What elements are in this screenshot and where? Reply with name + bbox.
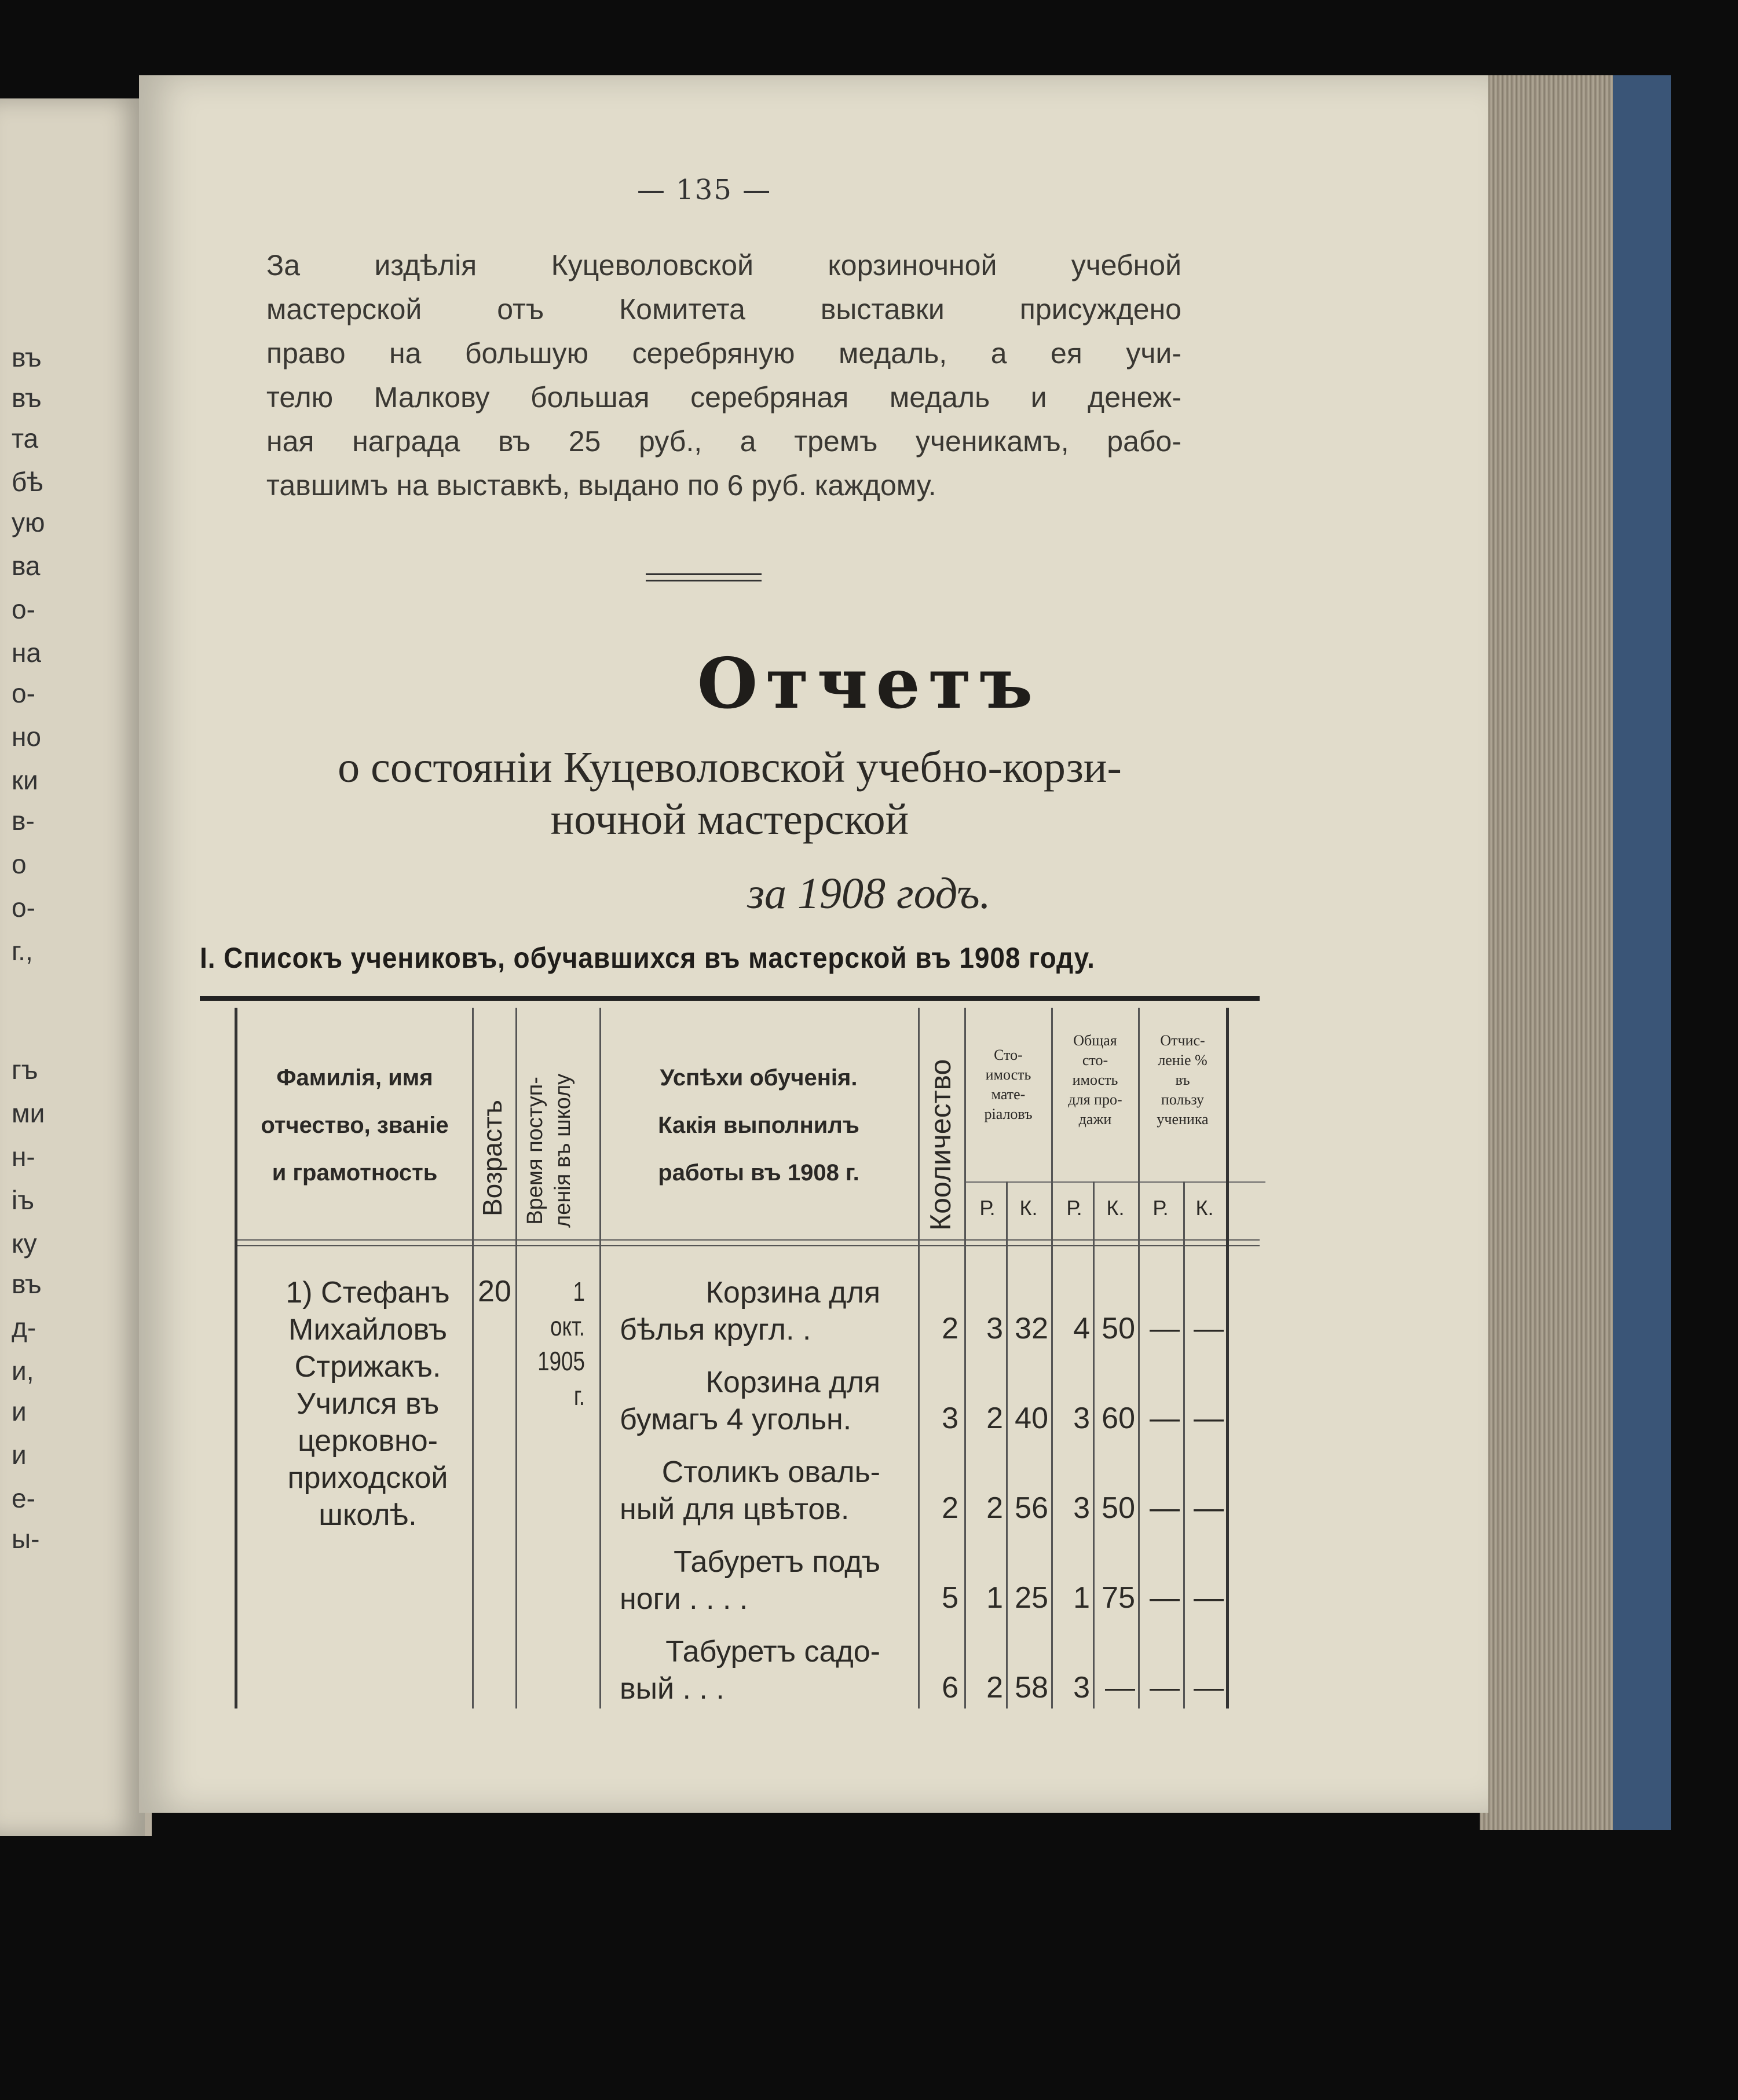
row-material-kop: 40 [1015, 1402, 1048, 1435]
row-deduction-rub: — [1150, 1312, 1180, 1345]
row-sale-rub: 4 [1073, 1312, 1090, 1345]
table-top-rule [200, 996, 1260, 1001]
row-deduction-rub: — [1150, 1491, 1180, 1525]
intro-line: ная награда въ 25 руб., а тремъ ученикамъ, рабо- [266, 425, 1181, 458]
left-page-fragment: н- [12, 1142, 35, 1172]
header-deduction [1139, 1031, 1226, 1129]
header-line: Отчис- [1160, 1032, 1205, 1049]
intro-line: телю Малкову большая серебряная медаль и денеж- [266, 381, 1181, 414]
table-row-item [620, 1543, 892, 1618]
left-page-fragment: и [12, 1396, 27, 1426]
unit-rubles: Р. [1066, 1196, 1082, 1220]
item-line: Корзина для [705, 1366, 880, 1399]
unit-rubles: Р. [1152, 1196, 1169, 1220]
item-line: ноги . . . . [620, 1582, 748, 1616]
report-subtitle [232, 741, 1228, 846]
row-material-rub: 2 [986, 1491, 1003, 1525]
left-page-fragment: но [12, 722, 41, 752]
row-deduction-rub: — [1150, 1581, 1180, 1615]
unit-kopecks: К. [1019, 1196, 1038, 1220]
row-qty: 2 [942, 1312, 958, 1345]
left-page-fragment: гъ [12, 1055, 38, 1085]
section-heading: I. Списокъ учениковъ, обучавшихся въ мастерской въ 1908 году. [200, 942, 1095, 974]
student-name-line: школѣ. [319, 1498, 417, 1532]
report-title: Отчетъ [697, 643, 1041, 725]
divider-ornament [646, 573, 762, 581]
header-works-line: Какія выполнилъ [658, 1113, 859, 1138]
item-line: Табуретъ садо- [665, 1635, 880, 1669]
row-material-rub: 2 [986, 1402, 1003, 1435]
left-page-fragment: о [12, 849, 27, 879]
header-line: сто- [1082, 1052, 1108, 1069]
header-name [240, 1054, 469, 1197]
left-page-fragment: е- [12, 1483, 35, 1513]
unit-rubles: Р. [979, 1196, 996, 1220]
header-works-line: Успѣхи обученія. [660, 1065, 858, 1091]
header-name-line: и грамотность [272, 1160, 438, 1186]
header-name-line: отчество, званіе [261, 1113, 449, 1138]
col-line [1183, 1181, 1185, 1708]
row-material-kop: 56 [1015, 1491, 1048, 1525]
left-page-fragment: ки [12, 765, 38, 795]
student-name-line: Учился въ [296, 1387, 440, 1421]
entry-date-line: 1905 г. [537, 1346, 585, 1411]
left-page-fragment: iъ [12, 1185, 34, 1215]
item-line: вый . . . [620, 1672, 725, 1706]
students-table [200, 996, 1260, 1714]
header-entry-line: Время поступ- [523, 1077, 547, 1225]
header-line: Общая [1073, 1032, 1117, 1049]
student-entry-date [534, 1274, 585, 1413]
header-works-line: работы въ 1908 г. [658, 1160, 859, 1186]
student-name-line: 1) Стефанъ [286, 1276, 450, 1309]
header-line: Сто- [994, 1047, 1023, 1063]
item-line: бѣлья кругл. . [620, 1313, 811, 1347]
header-name-line: Фамилія, имя [276, 1065, 433, 1091]
student-name-line: Михайловъ [288, 1313, 447, 1347]
col-line [599, 1008, 601, 1708]
left-page-fragment: о- [12, 678, 35, 708]
col-line [1226, 1008, 1229, 1708]
left-page-fragment: ую [12, 507, 45, 537]
units-rule [964, 1181, 1265, 1183]
row-sale-rub: 3 [1073, 1491, 1090, 1525]
intro-line: право на большую серебряную медаль, а ея учи- [266, 337, 1181, 369]
row-sale-rub: 3 [1073, 1671, 1090, 1704]
header-age: Возрастъ [477, 1100, 507, 1216]
row-qty: 2 [942, 1491, 958, 1525]
header-line: имость [1072, 1071, 1118, 1088]
left-page-fragment: о- [12, 594, 35, 624]
header-line: ріаловъ [984, 1106, 1033, 1122]
header-line: дажи [1078, 1111, 1112, 1128]
row-qty: 3 [942, 1402, 958, 1435]
page-number: — 135 — [637, 174, 772, 206]
left-page-fragment: въ [12, 383, 42, 413]
row-sale-kop: — [1105, 1671, 1135, 1704]
left-page-fragment: ку [12, 1228, 37, 1258]
row-sale-rub: 1 [1073, 1581, 1090, 1615]
left-page-fragment: та [12, 423, 39, 453]
row-deduction-kop: — [1194, 1402, 1224, 1435]
table-row-item [620, 1364, 892, 1438]
col-line [1006, 1181, 1008, 1708]
row-sale-kop: 75 [1102, 1581, 1135, 1615]
left-page-fragment: д- [12, 1312, 36, 1342]
left-page-fragment: и [12, 1440, 27, 1470]
table-row-item [620, 1274, 892, 1348]
page-edges [1480, 75, 1613, 1830]
intro-line: тавшимъ на выставкѣ, выдано по 6 руб. каждому. [266, 469, 936, 502]
student-name-line: приходской [287, 1461, 448, 1495]
left-page-fragment: и, [12, 1356, 34, 1386]
student-age: 20 [478, 1275, 511, 1308]
row-deduction-kop: — [1194, 1671, 1224, 1704]
student-name-line: церковно- [298, 1424, 438, 1458]
intro-line: мастерской отъ Комитета выставки присуждено [266, 293, 1181, 325]
intro-paragraph [266, 243, 1181, 507]
row-deduction-rub: — [1150, 1671, 1180, 1704]
item-line: Табуретъ подъ [674, 1545, 880, 1579]
col-line [1093, 1181, 1095, 1708]
left-page-fragment: на [12, 638, 41, 668]
table-row-item [620, 1633, 892, 1707]
item-line: Корзина для [705, 1276, 880, 1309]
header-rule [235, 1239, 1260, 1246]
left-page-fragment: о- [12, 892, 35, 923]
row-sale-rub: 3 [1073, 1402, 1090, 1435]
header-sale-cost [1052, 1031, 1138, 1129]
header-line: въ [1175, 1071, 1190, 1088]
col-line [235, 1008, 237, 1708]
row-material-kop: 58 [1015, 1671, 1048, 1704]
left-page [0, 98, 152, 1836]
row-material-rub: 1 [986, 1581, 1003, 1615]
left-page-fragment: в- [12, 806, 35, 836]
unit-kopecks: К. [1195, 1196, 1214, 1220]
col-line [918, 1008, 920, 1708]
row-qty: 6 [942, 1671, 958, 1704]
header-line: пользу [1161, 1091, 1205, 1108]
header-qty: Кооличество [924, 1059, 957, 1231]
header-line: для про- [1068, 1091, 1122, 1108]
left-page-fragment: ми [12, 1098, 45, 1128]
row-sale-kop: 50 [1102, 1491, 1135, 1525]
left-page-fragment: бѣ [12, 467, 43, 497]
report-year: за 1908 годъ. [747, 869, 991, 918]
header-material-cost [965, 1045, 1051, 1124]
entry-date-line: 1 окт. [550, 1276, 585, 1341]
item-line: Столикъ оваль- [661, 1455, 880, 1489]
header-line: леніе % [1158, 1052, 1208, 1069]
header-entry [521, 1074, 577, 1228]
report-subtitle-line: о состояніи Куцеволовской учебно-корзи- [338, 743, 1122, 792]
col-line [515, 1008, 517, 1708]
left-page-fragment: ы- [12, 1524, 40, 1554]
row-material-rub: 2 [986, 1671, 1003, 1704]
unit-kopecks: К. [1106, 1196, 1125, 1220]
header-entry-line: ленія въ школу [551, 1073, 575, 1228]
row-deduction-kop: — [1194, 1491, 1224, 1525]
row-material-kop: 32 [1015, 1312, 1048, 1345]
row-qty: 5 [942, 1581, 958, 1615]
row-sale-kop: 50 [1102, 1312, 1135, 1345]
item-line: ный для цвѣтов. [620, 1492, 850, 1526]
left-page-fragment: ва [12, 551, 41, 581]
student-name-line: Стрижакъ. [294, 1350, 441, 1384]
left-page-fragment: въ [12, 1269, 42, 1299]
row-material-rub: 3 [986, 1312, 1003, 1345]
table-row-item [620, 1454, 892, 1528]
header-line: мате- [991, 1086, 1026, 1103]
row-deduction-kop: — [1194, 1581, 1224, 1615]
row-material-kop: 25 [1015, 1581, 1048, 1615]
header-line: ученика [1157, 1111, 1209, 1128]
header-line: имость [985, 1066, 1031, 1083]
report-subtitle-line: ночной мастерской [550, 795, 909, 844]
left-page-fragment: въ [12, 342, 42, 372]
intro-line: За издѣлія Куцеволовской корзиночной учебной [266, 249, 1181, 281]
row-sale-kop: 60 [1102, 1402, 1135, 1435]
header-works [605, 1054, 912, 1197]
row-deduction-rub: — [1150, 1402, 1180, 1435]
student-name [252, 1274, 484, 1534]
item-line: бумагъ 4 угольн. [620, 1403, 852, 1436]
left-page-fragment: г., [12, 936, 33, 966]
row-deduction-kop: — [1194, 1312, 1224, 1345]
